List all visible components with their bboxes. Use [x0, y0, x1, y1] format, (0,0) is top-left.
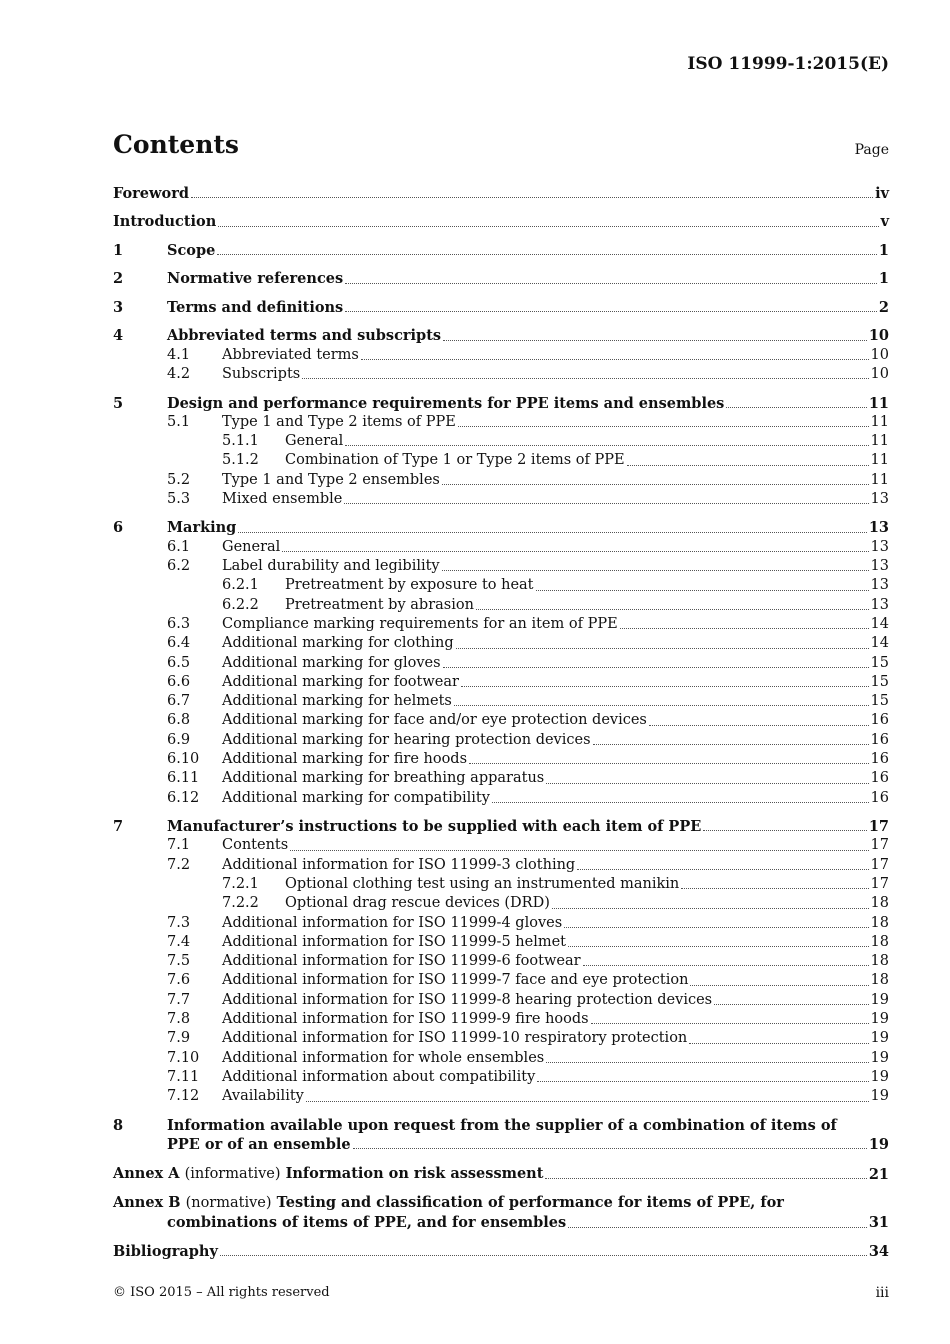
- toc-entry-number: 7.10: [167, 1049, 200, 1066]
- toc-entry[interactable]: [113, 241, 889, 260]
- toc-entry-title: Additional marking for fire hoods: [222, 751, 468, 768]
- toc-entry-number: 7.12: [167, 1088, 200, 1105]
- toc-entry[interactable]: [113, 365, 889, 384]
- toc-entry-number: 6.4: [167, 635, 191, 652]
- toc-entry-page: 16: [870, 770, 889, 787]
- page-column-label: Page: [854, 142, 889, 158]
- dot-leader: [454, 705, 869, 706]
- toc-entry-page: 10: [868, 327, 889, 345]
- toc-entry-title: [113, 1164, 543, 1184]
- toc-entry-number: 6.11: [167, 770, 200, 787]
- toc-entry-number: 7.3: [167, 914, 191, 931]
- toc-entry[interactable]: [113, 692, 889, 711]
- toc-entry-page: 14: [870, 615, 889, 632]
- toc-entry[interactable]: [113, 212, 889, 231]
- toc-entry-number: 7: [113, 818, 124, 836]
- toc-entry[interactable]: [113, 538, 889, 557]
- dot-leader: [703, 830, 867, 831]
- toc-entry-page: iv: [875, 185, 889, 202]
- toc-entry-title: Additional marking for clothing: [222, 635, 454, 652]
- toc-entry-page: 1: [878, 241, 889, 259]
- dot-leader: [191, 197, 873, 198]
- dot-leader: [714, 1004, 868, 1005]
- dot-leader: [546, 1062, 868, 1063]
- dot-leader: [220, 1255, 867, 1256]
- dot-leader: [238, 532, 866, 533]
- toc-entry-number: 7.2.2: [222, 895, 259, 912]
- toc-entry-title: Abbreviated terms and subscripts: [167, 327, 442, 345]
- dot-leader: [345, 283, 877, 284]
- toc-entry-number: 8: [113, 1116, 124, 1134]
- toc-entry-title: Additional marking for face and/or eye protection devices: [222, 712, 647, 729]
- toc-entry-title: Combination of Type 1 or Type 2 items of PPE: [285, 452, 625, 469]
- toc-entry-title: Additional marking for hearing protection devices: [222, 731, 591, 748]
- toc-entry-page: 13: [870, 490, 889, 507]
- toc-entry-number: 7.6: [167, 972, 191, 989]
- toc-entry-title: Type 1 and Type 2 items of PPE: [222, 413, 456, 430]
- toc-entry-page: 19: [870, 1049, 889, 1066]
- toc-entry-page: 13: [870, 577, 889, 594]
- dot-leader: [577, 869, 868, 870]
- toc-entry[interactable]: [113, 1116, 889, 1135]
- toc-entry-page: 11: [870, 433, 889, 450]
- table-of-contents: [113, 184, 889, 1261]
- toc-entry[interactable]: [113, 596, 889, 615]
- toc-entry-title: Additional marking for breathing apparatus: [222, 770, 545, 787]
- dot-leader: [458, 426, 869, 427]
- toc-entry-title: Additional information for ISO 11999-4 gloves: [222, 914, 563, 931]
- annex-type: (informative): [184, 1165, 281, 1182]
- toc-entry-title: Availability: [222, 1088, 304, 1105]
- annex-title: Information on risk assessment: [285, 1164, 544, 1182]
- toc-entry-title: Optional clothing test using an instrumented manikin: [285, 876, 680, 892]
- toc-entry[interactable]: [113, 269, 889, 288]
- toc-entry-number: 6.2.2: [222, 596, 259, 613]
- toc-entry-title: Marking: [167, 519, 237, 537]
- toc-entry-page: 34: [868, 1242, 889, 1260]
- toc-entry[interactable]: [113, 518, 889, 537]
- toc-entry[interactable]: [113, 1164, 889, 1184]
- toc-entry[interactable]: [113, 1068, 889, 1087]
- toc-entry[interactable]: [113, 557, 889, 576]
- toc-entry[interactable]: [113, 1049, 889, 1068]
- toc-entry[interactable]: [113, 1213, 889, 1232]
- toc-entry-number: 4.1: [167, 346, 191, 363]
- toc-entry[interactable]: [113, 1087, 889, 1106]
- dot-leader: [627, 465, 869, 466]
- toc-entry[interactable]: [113, 451, 889, 470]
- toc-entry-title: Manufacturer’s instructions to be supplied with each item of PPE: [167, 818, 702, 836]
- toc-entry-page: 19: [870, 1088, 889, 1105]
- toc-entry-page: 11: [870, 452, 889, 469]
- dot-leader: [442, 484, 869, 485]
- toc-entry[interactable]: [113, 789, 889, 808]
- toc-entry-number: 5: [113, 394, 124, 412]
- standard-id: ISO 11999-1:2015(E): [687, 54, 889, 74]
- toc-entry-title: Optional drag rescue devices (DRD): [285, 895, 550, 912]
- toc-entry-number: 7.5: [167, 953, 191, 970]
- dot-leader: [282, 551, 868, 552]
- toc-entry[interactable]: [113, 298, 889, 317]
- toc-entry-page: 11: [870, 471, 889, 488]
- toc-entry-title: Additional information for ISO 11999-8 hearing protection devices: [222, 991, 713, 1008]
- toc-entry[interactable]: [113, 394, 889, 413]
- toc-entry-number: 6.10: [167, 751, 200, 768]
- toc-entry-title: Foreword: [113, 185, 189, 202]
- toc-entry-title: Type 1 and Type 2 ensembles: [222, 471, 440, 488]
- toc-entry-page: 15: [870, 654, 889, 671]
- toc-entry[interactable]: [113, 991, 889, 1010]
- dot-leader: [649, 725, 869, 726]
- toc-entry[interactable]: [113, 769, 889, 788]
- toc-entry-page: 10: [870, 346, 889, 363]
- toc-entry-number: 2: [113, 270, 124, 288]
- toc-entry[interactable]: [113, 836, 889, 855]
- toc-entry-number: 5.2: [167, 471, 191, 488]
- toc-entry-title: General: [285, 433, 344, 450]
- toc-entry-title: Additional information about compatibility: [222, 1068, 536, 1085]
- toc-entry-title: Additional information for ISO 11999-5 helmet: [222, 933, 567, 950]
- dot-leader: [345, 311, 877, 312]
- toc-entry-number: 4: [113, 327, 124, 345]
- toc-entry-page: 11: [870, 413, 889, 430]
- toc-entry-number: 6.2.1: [222, 577, 259, 594]
- toc-entry-page: 17: [870, 837, 889, 854]
- footer-page-number: iii: [875, 1285, 889, 1301]
- toc-entry-number: 7.7: [167, 991, 191, 1008]
- toc-entry-page: 13: [870, 558, 889, 575]
- toc-entry[interactable]: [113, 856, 889, 875]
- dot-leader: [443, 667, 869, 668]
- toc-entry-page: 19: [870, 1068, 889, 1085]
- toc-entry-title: Additional marking for compatibility: [222, 789, 490, 806]
- toc-entry-number: 6: [113, 519, 124, 537]
- toc-entry-number: 6.2: [167, 558, 191, 575]
- toc-entry-number: 4.2: [167, 366, 191, 383]
- toc-entry[interactable]: [113, 952, 889, 971]
- toc-entry-page: 19: [870, 991, 889, 1008]
- toc-entry-title: PPE or of an ensemble: [167, 1136, 351, 1154]
- dot-leader: [568, 1227, 867, 1228]
- toc-entry[interactable]: [113, 673, 889, 692]
- toc-entry-number: 5.1.1: [222, 433, 259, 450]
- copyright-notice: © ISO 2015 – All rights reserved: [113, 1285, 330, 1300]
- toc-entry-title: Contents: [222, 837, 289, 854]
- toc-entry-page: 18: [870, 972, 889, 989]
- toc-entry-number: 5.1: [167, 413, 191, 430]
- dot-leader: [217, 254, 877, 255]
- toc-entry-number: 6.1: [167, 538, 191, 555]
- toc-entry-page: 15: [870, 673, 889, 690]
- toc-entry-number: 7.4: [167, 933, 191, 950]
- dot-leader: [690, 985, 868, 986]
- toc-entry-page: 19: [870, 1011, 889, 1028]
- toc-entry[interactable]: [113, 576, 889, 595]
- toc-entry-number: 6.5: [167, 654, 191, 671]
- toc-entry-title: [113, 1193, 784, 1213]
- toc-entry-page: 17: [870, 856, 889, 873]
- toc-entry[interactable]: [113, 1010, 889, 1029]
- toc-entry-number: 3: [113, 298, 124, 316]
- dot-leader: [345, 445, 868, 446]
- toc-entry-page: 18: [870, 953, 889, 970]
- toc-entry-page: 17: [870, 876, 889, 892]
- toc-entry-number: 6.12: [167, 789, 200, 806]
- toc-entry[interactable]: [113, 817, 889, 836]
- dot-leader: [689, 1043, 868, 1044]
- toc-entry-number: 5.1.2: [222, 452, 259, 469]
- annex-type: (normative): [185, 1195, 272, 1212]
- toc-entry[interactable]: [113, 914, 889, 933]
- dot-leader: [476, 609, 869, 610]
- toc-entry-page: 16: [870, 789, 889, 806]
- toc-entry-page: 19: [870, 1030, 889, 1047]
- toc-entry-page: 16: [870, 751, 889, 768]
- toc-entry-page: 16: [870, 712, 889, 729]
- toc-entry[interactable]: [113, 326, 889, 345]
- toc-entry[interactable]: [113, 615, 889, 634]
- toc-entry-title: Additional information for whole ensembles: [222, 1049, 545, 1066]
- toc-entry[interactable]: [113, 711, 889, 730]
- toc-entry[interactable]: [113, 654, 889, 673]
- toc-entry-number: 6.6: [167, 673, 191, 690]
- toc-entry-page: 13: [868, 519, 889, 537]
- toc-entry-number: 6.3: [167, 615, 191, 632]
- toc-entry[interactable]: [113, 471, 889, 490]
- toc-entry-title: Label durability and legibility: [222, 558, 440, 575]
- toc-entry-page: 13: [870, 596, 889, 613]
- toc-entry[interactable]: [113, 634, 889, 653]
- toc-entry-page: 18: [870, 933, 889, 950]
- dot-leader: [545, 1178, 866, 1179]
- dot-leader: [361, 359, 869, 360]
- toc-entry-title: Additional information for ISO 11999-6 footwear: [222, 953, 581, 970]
- toc-entry-number: 6.8: [167, 712, 191, 729]
- toc-entry-title: Additional information for ISO 11999-9 fire hoods: [222, 1011, 589, 1028]
- toc-entry-title: Mixed ensemble: [222, 490, 343, 507]
- dot-leader: [492, 802, 869, 803]
- dot-leader: [537, 1081, 868, 1082]
- toc-entry[interactable]: [113, 875, 889, 894]
- toc-entry[interactable]: [113, 971, 889, 990]
- dot-leader: [564, 927, 868, 928]
- toc-entry-page: 10: [870, 366, 889, 383]
- dot-leader: [681, 888, 868, 889]
- toc-entry-number: 5.3: [167, 490, 191, 507]
- toc-entry-title: Design and performance requirements for PPE items and ensembles: [167, 394, 725, 412]
- toc-entry-page: 14: [870, 635, 889, 652]
- toc-entry-number: 7.1: [167, 837, 191, 854]
- dot-leader: [546, 783, 868, 784]
- toc-entry-page: 1: [878, 270, 889, 288]
- dot-leader: [620, 628, 869, 629]
- toc-entry-page: 2: [878, 298, 889, 316]
- toc-entry-title: General: [222, 538, 281, 555]
- toc-entry-number: 6.7: [167, 693, 191, 710]
- annex-label: Annex B: [113, 1194, 181, 1212]
- toc-entry-page: 11: [868, 394, 889, 412]
- dot-leader: [726, 407, 866, 408]
- dot-leader: [469, 763, 869, 764]
- toc-entry-page: 21: [868, 1165, 889, 1183]
- dot-leader: [456, 648, 869, 649]
- toc-entry-number: 6.9: [167, 731, 191, 748]
- annex-title: Testing and classification of performance for items of PPE, for: [276, 1194, 784, 1212]
- toc-entry[interactable]: [113, 1193, 889, 1213]
- toc-entry-title: Pretreatment by exposure to heat: [285, 577, 534, 594]
- toc-entry-page: 16: [870, 731, 889, 748]
- dot-leader: [568, 946, 869, 947]
- toc-entry-page: 17: [868, 818, 889, 836]
- toc-entry-page: 18: [870, 914, 889, 931]
- toc-entry-page: 31: [868, 1214, 889, 1232]
- toc-entry-number: 7.2.1: [222, 876, 259, 892]
- toc-entry-title: Terms and definitions: [167, 298, 344, 316]
- toc-entry[interactable]: [113, 346, 889, 365]
- dot-leader: [583, 965, 869, 966]
- toc-entry[interactable]: [113, 1029, 889, 1048]
- toc-entry[interactable]: [113, 432, 889, 451]
- toc-entry[interactable]: [113, 1135, 889, 1154]
- toc-entry-title: Information available upon request from the supplier of a combination of items of: [167, 1116, 837, 1134]
- toc-entry-page: v: [880, 213, 889, 231]
- dot-leader: [344, 503, 868, 504]
- dot-leader: [306, 1101, 869, 1102]
- toc-entry-title: Additional information for ISO 11999-10 respiratory protection: [222, 1030, 688, 1047]
- toc-entry[interactable]: [113, 933, 889, 952]
- toc-entry-title: Scope: [167, 241, 216, 259]
- toc-entry-title: Introduction: [113, 213, 217, 231]
- toc-entry-title: Additional marking for helmets: [222, 693, 452, 710]
- dot-leader: [353, 1148, 867, 1149]
- dot-leader: [443, 340, 867, 341]
- toc-entry-title: Subscripts: [222, 366, 301, 383]
- toc-entry[interactable]: [113, 731, 889, 750]
- toc-entry-page: 13: [870, 538, 889, 555]
- dot-leader: [461, 686, 869, 687]
- toc-entry-title: Additional information for ISO 11999-7 face and eye protection: [222, 972, 689, 989]
- dot-leader: [591, 1023, 869, 1024]
- annex-label: Annex A: [113, 1164, 180, 1182]
- toc-entry-title: Additional marking for footwear: [222, 673, 459, 690]
- dot-leader: [442, 570, 869, 571]
- toc-entry-page: 19: [868, 1136, 889, 1154]
- toc-entry-title: Compliance marking requirements for an item of PPE: [222, 615, 618, 632]
- dot-leader: [302, 378, 868, 379]
- toc-entry[interactable]: [113, 750, 889, 769]
- toc-entry[interactable]: [113, 1242, 889, 1261]
- dot-leader: [218, 226, 878, 227]
- toc-entry-number: 7.2: [167, 856, 191, 873]
- toc-entry-number: 1: [113, 241, 124, 259]
- dot-leader: [552, 908, 869, 909]
- toc-entry[interactable]: [113, 413, 889, 432]
- dot-leader: [536, 590, 869, 591]
- toc-entry-title: Additional marking for gloves: [222, 654, 441, 671]
- toc-entry[interactable]: [113, 184, 889, 203]
- toc-entry-title: Additional information for ISO 11999-3 clothing: [222, 856, 576, 873]
- toc-entry-title: Pretreatment by abrasion: [285, 596, 474, 613]
- toc-entry-number: 7.11: [167, 1068, 200, 1085]
- toc-entry-title: combinations of items of PPE, and for ensembles: [167, 1214, 567, 1232]
- toc-entry-title: Normative references: [167, 270, 344, 288]
- toc-entry-title: Bibliography: [113, 1242, 218, 1260]
- page-title: Contents: [113, 130, 240, 159]
- toc-entry[interactable]: [113, 894, 889, 913]
- toc-entry-page: 18: [870, 895, 889, 912]
- dot-leader: [290, 850, 868, 851]
- toc-entry[interactable]: [113, 490, 889, 509]
- dot-leader: [593, 744, 869, 745]
- toc-entry-number: 7.9: [167, 1030, 191, 1047]
- toc-entry-page: 15: [870, 693, 889, 710]
- toc-entry-title: Abbreviated terms: [222, 346, 359, 363]
- toc-entry-number: 7.8: [167, 1011, 191, 1028]
